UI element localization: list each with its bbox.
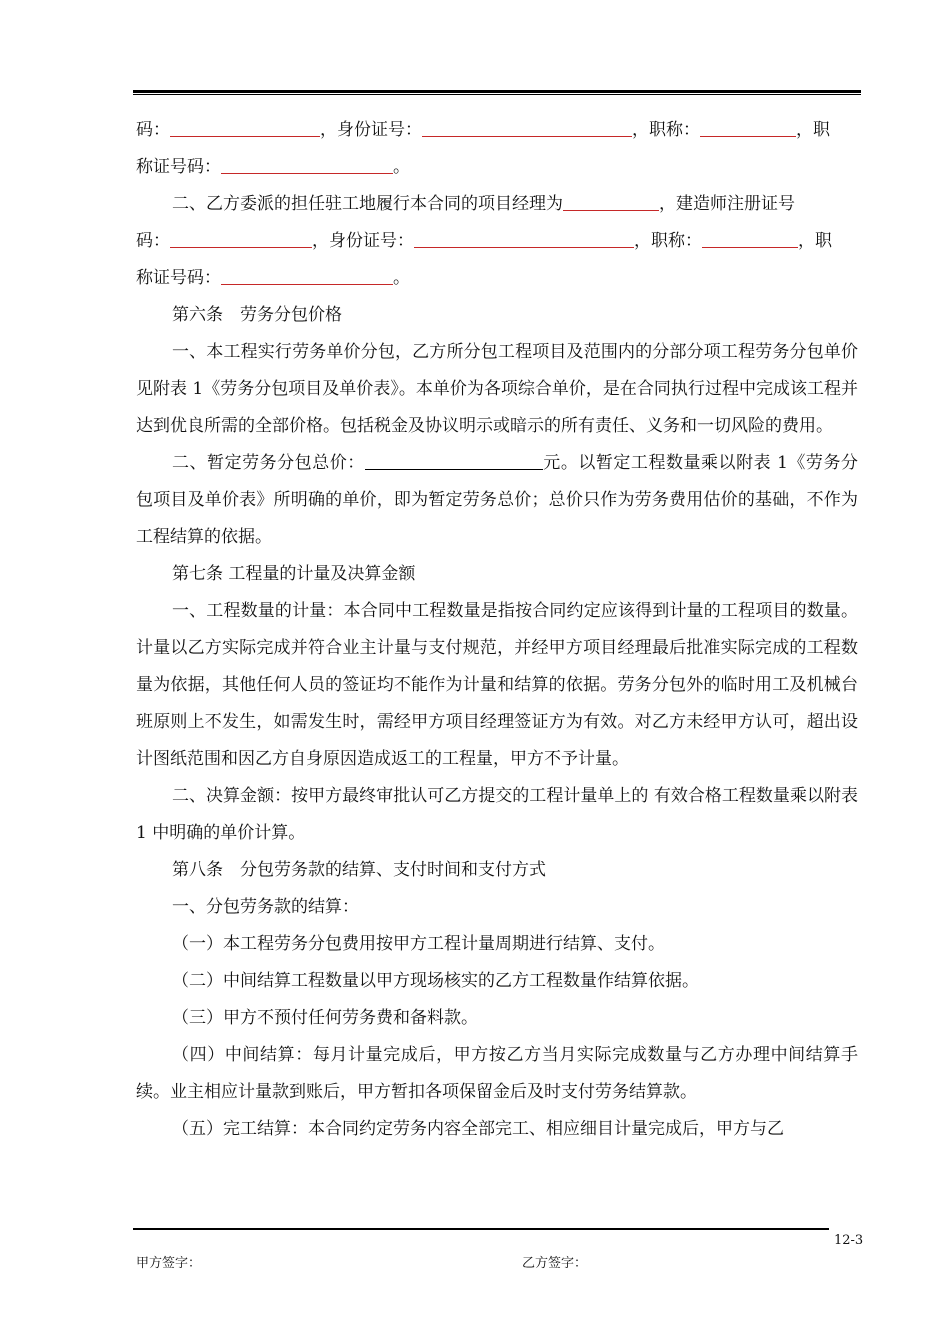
article-8-para-1: 一、分包劳务款的结算： (172, 897, 359, 917)
text: 二、暂定劳务分包总价： (172, 453, 365, 473)
text: 。 (393, 157, 410, 177)
party-a-signature-label: 甲方签字： (136, 1256, 202, 1271)
text: ，职 (796, 120, 830, 140)
text: ，身份证号： (320, 120, 422, 140)
article-8-para-5: （四）中间结算：每月计量完成后，甲方按乙方当月实际完成数量与乙方办理中间结算手续。业主相应计量款到账后，甲方暂扣各项保留金后及时支付劳务结算款。 (136, 1045, 858, 1102)
party-b-signature-label: 乙方签字： (522, 1256, 588, 1271)
article-8-heading: 第八条 分包劳务款的结算、支付时间和支付方式 (172, 860, 546, 880)
footer-rule (133, 1228, 829, 1230)
article-8-para-3: （二）中间结算工程数量以甲方现场核实的乙方工程数量作结算依据。 (172, 971, 699, 991)
text: 称证号码： (136, 268, 221, 288)
article-8-para-2: （一）本工程劳务分包费用按甲方工程计量周期进行结算、支付。 (172, 934, 665, 954)
text: 。 (393, 268, 410, 288)
document-body (136, 112, 858, 1148)
blank-field[interactable] (170, 118, 320, 137)
blank-field[interactable] (700, 118, 796, 137)
article-6-para-1: 一、本工程实行劳务单价分包，乙方所分包工程项目及范围内的分部分项工程劳务分包单价见附表 1《劳务分包项目及单价表》。本单价为各项综合单价，是在合同执行过程中完成该工程并达到优良所需的全部价格。包括税金及协议明示或暗示的所有责任、义务和一切风险的费用。 (136, 342, 858, 436)
line-5 (136, 260, 858, 297)
line-2 (136, 149, 858, 186)
text: ，建造师注册证号 (659, 194, 795, 214)
blank-field[interactable] (365, 451, 543, 470)
blank-field[interactable] (414, 229, 634, 248)
text: ，身份证号： (312, 231, 414, 251)
line-4 (136, 223, 858, 260)
article-8-para-6: （五）完工结算：本合同约定劳务内容全部完工、相应细目计量完成后，甲方与乙 (172, 1119, 784, 1139)
article-7-heading: 第七条 工程量的计量及决算金额 (172, 564, 416, 584)
page-number: 12-3 (834, 1233, 864, 1248)
article-8-para-4: （三）甲方不预付任何劳务费和备料款。 (172, 1008, 478, 1028)
blank-field[interactable] (422, 118, 632, 137)
text: 二、乙方委派的担任驻工地履行本合同的项目经理为 (172, 194, 563, 214)
article-7-para-1: 一、工程数量的计量：本合同中工程数量是指按合同约定应该得到计量的工程项目的数量。计量以乙方实际完成并符合业主计量与支付规范，并经甲方项目经理最后批准实际完成的工程数量为依据，其他任何人员的签证均不能作为计量和结算的依据。劳务分包外的临时用工及机械台班原则上不发生，如需发生时，需经甲方项目经理签证方为有效。对乙方未经甲方认可，超出设计图纸范围和因乙方自身原因造成返工的工程量，甲方不予计量。 (136, 601, 858, 769)
article-6-heading: 第六条 劳务分包价格 (172, 305, 342, 325)
blank-field[interactable] (221, 266, 393, 285)
text: ，职称： (634, 231, 702, 251)
header-rule (133, 90, 861, 95)
blank-field[interactable] (563, 192, 659, 211)
text: ，职 (798, 231, 832, 251)
text: 码： (136, 231, 170, 251)
blank-field[interactable] (702, 229, 798, 248)
text: 码： (136, 120, 170, 140)
text: 元。以暂定工程数量乘以附表 1《劳务分包项目及单价表》所明确的单价，即为暂定劳务总价；总价只作为劳务费用估价的基础，不作为工程结算的依据。 (136, 453, 858, 547)
line-3 (136, 186, 858, 223)
article-7-para-2: 二、决算金额：按甲方最终审批认可乙方提交的工程计量单上的 有效合格工程数量乘以附表 1 中明确的单价计算。 (136, 786, 858, 843)
text: 称证号码： (136, 157, 221, 177)
blank-field[interactable] (221, 155, 393, 174)
text: ，职称： (632, 120, 700, 140)
article-6-para-2 (136, 445, 858, 556)
blank-field[interactable] (170, 229, 312, 248)
line-1 (136, 112, 858, 149)
